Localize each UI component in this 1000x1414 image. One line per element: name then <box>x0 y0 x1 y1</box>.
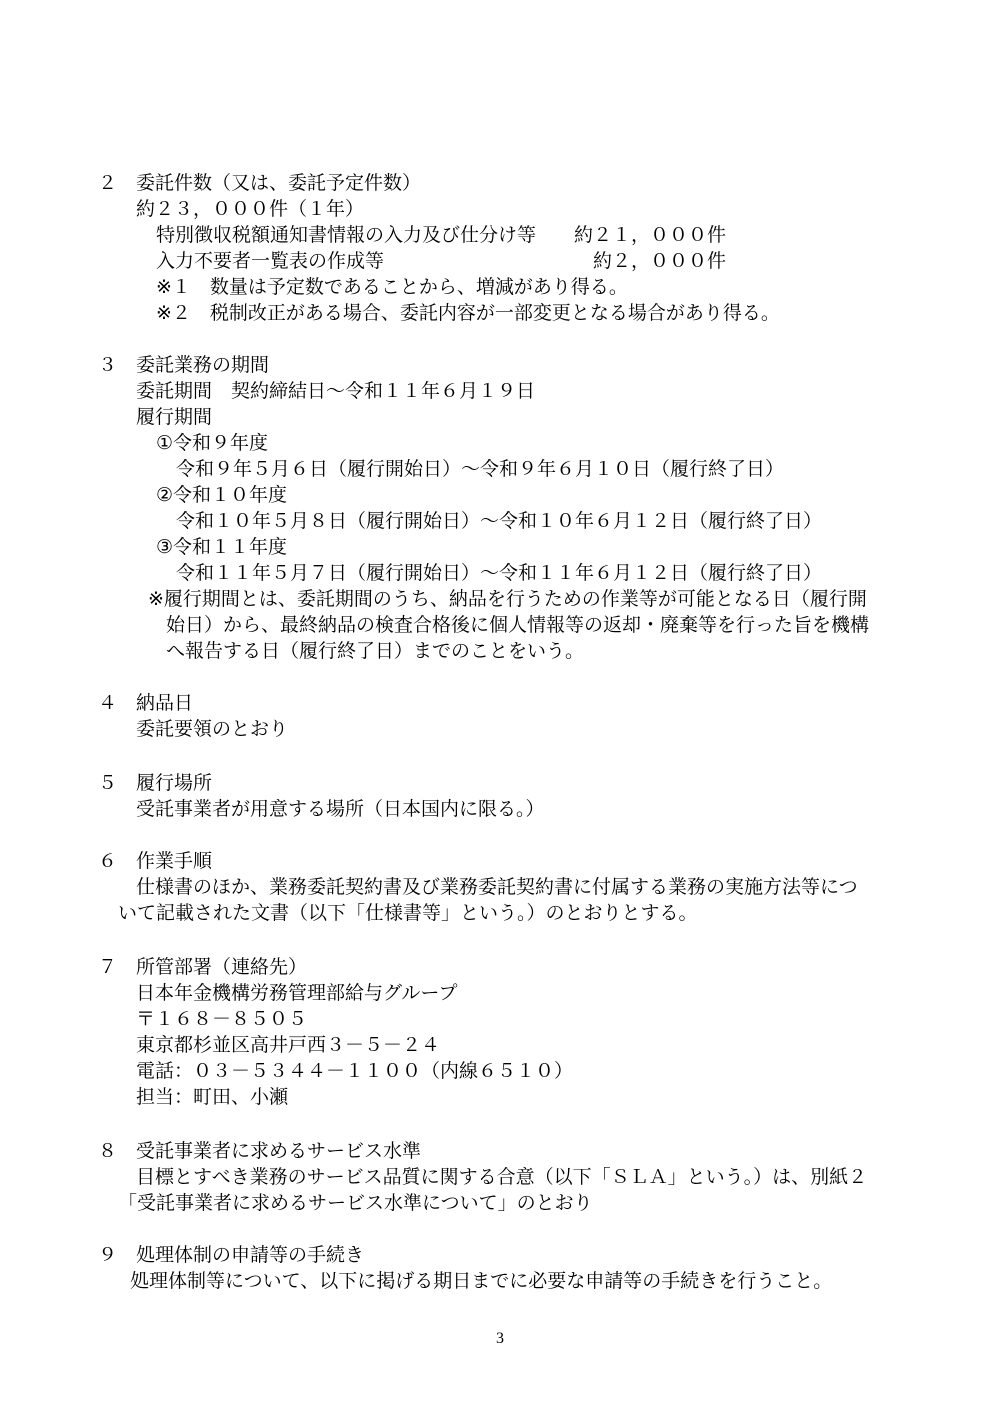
section-7-line: 〒１６８－８５０５ <box>136 1008 308 1030</box>
section-3-line: 令和１０年５月８日（履行開始日）～令和１０年６月１２日（履行終了日） <box>176 510 823 532</box>
section-2-note: ※２ 税制改正がある場合、委託内容が一部変更となる場合があり得る。 <box>156 302 780 324</box>
section-3-line: 履行期間 <box>136 406 213 428</box>
section-7-heading: ７ 所管部署（連絡先） <box>98 956 308 978</box>
section-8-heading: ８ 受託事業者に求めるサービス水準 <box>98 1140 422 1162</box>
section-2-heading: ２ 委託件数（又は、委託予定件数） <box>98 172 422 194</box>
section-7-line: 東京都杉並区高井戸西３－５－２４ <box>136 1034 441 1056</box>
section-2-note: ※１ 数量は予定数であることから、増減があり得る。 <box>156 276 628 298</box>
section-3-line: 委託期間 契約締結日～令和１１年６月１９日 <box>136 380 536 402</box>
section-3-note: ※履行期間とは、委託期間のうち、納品を行うための作業等が可能となる日（履行開 <box>148 588 867 610</box>
section-3-line: 令和９年５月６日（履行開始日）～令和９年６月１０日（履行終了日） <box>176 458 785 480</box>
section-9-line: 処理体制等について、以下に掲げる期日までに必要な申請等の手続きを行うこと。 <box>130 1270 833 1292</box>
section-3-note: 始日）から、最終納品の検査合格後に個人情報等の返却・廃棄等を行った旨を機構 <box>166 614 870 636</box>
section-9-heading: ９ 処理体制の申請等の手続き <box>98 1244 365 1266</box>
section-4-line: 委託要領のとおり <box>136 718 289 740</box>
section-5-heading: ５ 履行場所 <box>98 772 213 794</box>
section-6-line: 仕様書のほか、業務委託契約書及び業務委託契約書に付属する業務の実施方法等につ <box>136 876 858 898</box>
section-7-line: 電話：０３－５３４４－１１００（内線６５１０） <box>136 1060 574 1082</box>
section-7-line: 担当：町田、小瀬 <box>136 1086 289 1108</box>
section-3-line: ①令和９年度 <box>156 432 269 454</box>
section-8-line: 「受託事業者に求めるサービス水準について」のとおり <box>118 1192 593 1214</box>
section-3-heading: ３ 委託業務の期間 <box>98 354 270 376</box>
section-7-line: 日本年金機構労務管理部給与グループ <box>136 982 458 1004</box>
section-5-line: 受託事業者が用意する場所（日本国内に限る。） <box>136 798 545 820</box>
section-2-item: 特別徴収税額通知書情報の入力及び仕分け等 約２１，０００件 <box>156 224 727 246</box>
section-4-heading: ４ 納品日 <box>98 692 194 714</box>
section-2-total: 約２３，０００件（１年） <box>136 198 365 220</box>
section-8-line: 目標とすべき業務のサービス品質に関する合意（以下「ＳＬＡ」という。）は、別紙２ <box>136 1166 868 1188</box>
section-3-line: ③令和１１年度 <box>156 536 288 558</box>
section-3-line: ②令和１０年度 <box>156 484 288 506</box>
section-3-line: 令和１１年５月７日（履行開始日）～令和１１年６月１２日（履行終了日） <box>176 562 823 584</box>
section-6-line: いて記載された文書（以下「仕様書等」という。）のとおりとする。 <box>118 902 698 924</box>
page-number: 3 <box>496 1330 504 1347</box>
section-2-item: 入力不要者一覧表の作成等 約２，０００件 <box>156 250 727 272</box>
section-6-heading: ６ 作業手順 <box>98 850 213 872</box>
section-3-note: へ報告する日（履行終了日）までのことをいう。 <box>166 640 585 662</box>
